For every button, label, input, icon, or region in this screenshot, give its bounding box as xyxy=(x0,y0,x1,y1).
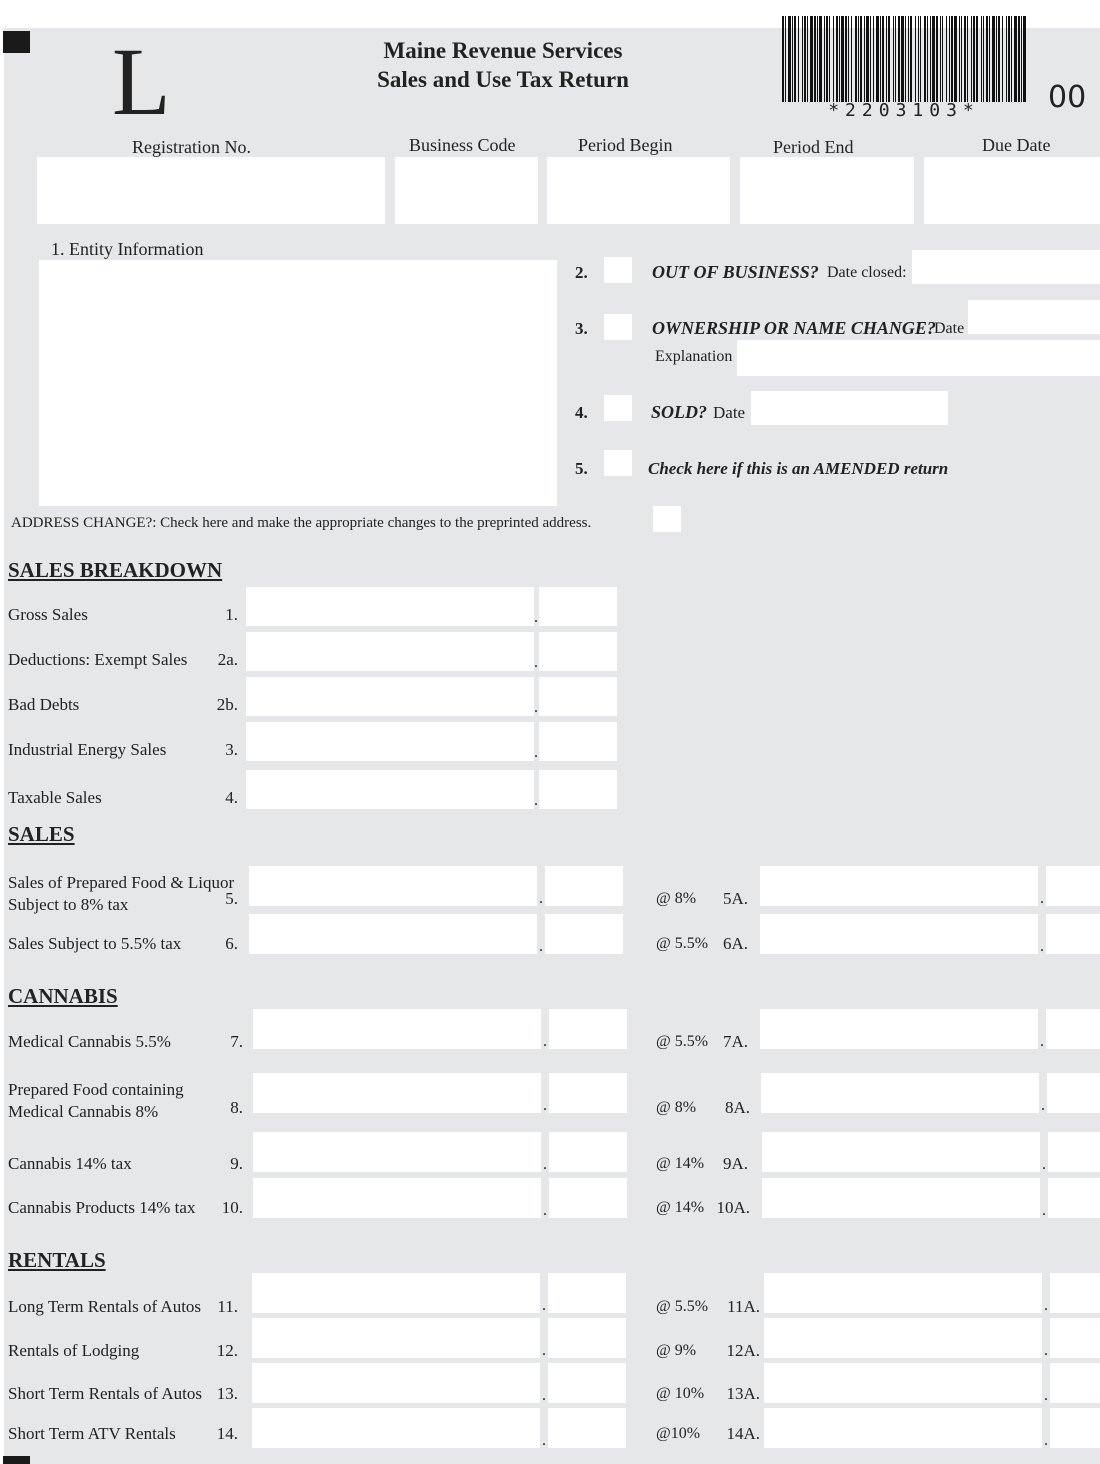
cents-amount-field[interactable] xyxy=(549,1073,627,1113)
barcode-bar xyxy=(848,16,849,102)
barcode-bar xyxy=(1002,16,1003,102)
line-label-cont: Medical Cannabis 8% xyxy=(8,1102,159,1121)
line-label: Gross Sales xyxy=(8,605,88,624)
period-end-label: Period End xyxy=(773,137,854,157)
barcode-bar xyxy=(998,16,1000,102)
barcode-bar xyxy=(826,16,828,102)
barcode-bar xyxy=(810,16,813,102)
decimal-point: . xyxy=(543,1156,547,1173)
registration-mark-bottom xyxy=(3,1456,30,1464)
barcode-bar xyxy=(876,16,879,102)
barcode-bar xyxy=(976,16,978,102)
decimal-point: . xyxy=(543,1097,547,1114)
line-number: 8. xyxy=(230,1098,243,1117)
decimal-point: . xyxy=(542,1342,546,1359)
barcode-bar xyxy=(915,16,916,102)
barcode-bar xyxy=(802,16,803,102)
dollar-amount-field[interactable] xyxy=(252,1273,540,1313)
barcode-bar xyxy=(973,16,975,102)
ownership-change-date-field[interactable] xyxy=(968,300,1100,334)
barcode-bar xyxy=(845,16,847,102)
barcode-bar xyxy=(836,16,838,102)
decimal-point: . xyxy=(1044,1387,1048,1404)
line-label: Sales of Prepared Food & Liquor xyxy=(8,873,235,892)
form-letter: L xyxy=(112,28,171,135)
barcode-bar xyxy=(841,16,844,102)
cents-amount-field[interactable] xyxy=(548,1318,626,1358)
dollar-amount-field[interactable] xyxy=(246,677,534,716)
tax-rate: @10% xyxy=(656,1425,701,1442)
barcode-bar xyxy=(817,16,818,102)
registration-no-field[interactable] xyxy=(37,157,385,224)
tax-rate: @ 9% xyxy=(656,1342,697,1359)
line-number: 5. xyxy=(225,889,238,908)
line-number: 3. xyxy=(225,740,238,759)
decimal-point: . xyxy=(534,792,538,809)
tax-dollar-field[interactable] xyxy=(764,1408,1042,1448)
tax-rate: @ 5.5% xyxy=(656,935,709,952)
barcode-bar xyxy=(824,16,825,102)
due-date-label: Due Date xyxy=(982,135,1051,155)
line-number: 1. xyxy=(225,605,238,624)
barcode-bar xyxy=(918,16,919,102)
barcode-bar xyxy=(949,16,950,102)
q2-number: 2. xyxy=(575,263,588,282)
tax-dollar-field[interactable] xyxy=(762,1178,1040,1218)
barcode-bar xyxy=(870,16,871,102)
amended-return-checkbox[interactable] xyxy=(604,450,632,476)
decimal-point: . xyxy=(539,890,543,907)
tax-rate: @ 10% xyxy=(656,1385,705,1402)
sold-date-field[interactable] xyxy=(751,391,948,425)
line-number: 13. xyxy=(216,1384,238,1403)
barcode-bar xyxy=(951,16,953,102)
barcode-bar xyxy=(782,16,784,102)
barcode-bar xyxy=(967,16,968,102)
barcode-bar xyxy=(961,16,962,102)
dollar-amount-field[interactable] xyxy=(252,1318,540,1358)
barcode-bar xyxy=(959,16,960,102)
barcode-bar xyxy=(1011,16,1012,102)
date-closed-field[interactable] xyxy=(912,250,1100,284)
line-label: Rentals of Lodging xyxy=(8,1341,140,1360)
barcode-bar xyxy=(880,16,881,102)
tax-rate: @ 14% xyxy=(656,1199,705,1216)
form-title: Sales and Use Tax Return xyxy=(377,67,629,92)
barcode-bar xyxy=(992,16,995,102)
tax-line-number: 13A. xyxy=(726,1384,760,1403)
tax-cents-field[interactable] xyxy=(1050,1363,1100,1403)
tax-cents-field[interactable] xyxy=(1050,1273,1100,1313)
q3-number: 3. xyxy=(575,319,588,338)
barcode-bar xyxy=(905,16,906,102)
rentals-heading: RENTALS xyxy=(8,1248,106,1272)
tax-line-number: 12A. xyxy=(726,1341,760,1360)
amended-return-label: Check here if this is an AMENDED return xyxy=(648,459,949,478)
barcode-bar xyxy=(785,16,786,102)
decimal-point: . xyxy=(1044,1432,1048,1449)
cents-amount-field[interactable] xyxy=(548,1363,626,1403)
barcode-bar xyxy=(986,16,988,102)
line-number: 2b. xyxy=(216,695,238,714)
sold-date-label: Date xyxy=(713,403,746,422)
barcode-bar xyxy=(864,16,865,102)
line-label: Short Term Rentals of Autos xyxy=(8,1384,202,1403)
q4-number: 4. xyxy=(575,403,588,422)
sold-checkbox[interactable] xyxy=(604,395,632,421)
barcode-bar xyxy=(983,16,984,102)
barcode-bar xyxy=(996,16,997,102)
barcode-bar xyxy=(860,16,862,102)
decimal-point: . xyxy=(1044,1342,1048,1359)
entity-information-field[interactable] xyxy=(39,260,557,506)
period-begin-field[interactable] xyxy=(547,157,730,224)
dollar-amount-field[interactable] xyxy=(246,587,534,626)
barcode-bar xyxy=(886,16,887,102)
tax-dollar-field[interactable] xyxy=(764,1273,1042,1313)
cents-amount-field[interactable] xyxy=(548,1408,626,1448)
decimal-point: . xyxy=(543,1033,547,1050)
barcode-bar xyxy=(927,16,928,102)
barcode-bar xyxy=(910,16,912,102)
barcode-bar xyxy=(930,16,931,102)
barcode-bar xyxy=(839,16,840,102)
tax-cents-field[interactable] xyxy=(1046,866,1100,906)
decimal-point: . xyxy=(534,609,538,626)
line-label-cont: Subject to 8% tax xyxy=(8,895,129,914)
decimal-point: . xyxy=(1040,938,1044,955)
date-closed-label: Date closed: xyxy=(827,264,907,281)
barcode-bar xyxy=(971,16,972,102)
tax-cents-field[interactable] xyxy=(1046,914,1100,954)
tax-dollar-field[interactable] xyxy=(760,914,1038,954)
tax-dollar-field[interactable] xyxy=(764,1318,1042,1358)
decimal-point: . xyxy=(542,1297,546,1314)
line-label: Medical Cannabis 5.5% xyxy=(8,1032,171,1051)
barcode-bar xyxy=(833,16,834,102)
tax-line-number: 10A. xyxy=(716,1198,750,1217)
barcode-bar xyxy=(794,16,796,102)
decimal-point: . xyxy=(534,654,538,671)
barcode-bar xyxy=(888,16,890,102)
barcode-bar xyxy=(1008,16,1010,102)
decimal-point: . xyxy=(542,1432,546,1449)
tax-rate: @ 5.5% xyxy=(656,1033,709,1050)
barcode-bar xyxy=(798,16,799,102)
cents-amount-field[interactable] xyxy=(545,914,623,954)
barcode-bar xyxy=(924,16,926,102)
tax-cents-field[interactable] xyxy=(1048,1178,1100,1218)
barcode-bar xyxy=(981,16,982,102)
barcode-bar xyxy=(1006,16,1007,102)
registration-mark-top xyxy=(3,31,30,53)
line-number: 4. xyxy=(225,788,238,807)
dollar-amount-field[interactable] xyxy=(246,632,534,671)
barcode-bar xyxy=(1023,16,1026,102)
entity-information-label: 1. Entity Information xyxy=(51,239,204,259)
tax-rate: @ 14% xyxy=(656,1155,705,1172)
barcode xyxy=(782,16,1026,102)
dollar-amount-field[interactable] xyxy=(253,1009,541,1049)
dollar-amount-field[interactable] xyxy=(252,1408,540,1448)
barcode-bar xyxy=(1014,16,1017,102)
line-label: Sales Subject to 5.5% tax xyxy=(8,934,182,953)
q5-number: 5. xyxy=(575,459,588,478)
barcode-bar xyxy=(788,16,791,102)
line-label: Long Term Rentals of Autos xyxy=(8,1297,202,1316)
dollar-amount-field[interactable] xyxy=(246,722,534,761)
decimal-point: . xyxy=(543,1202,547,1219)
barcode-bar xyxy=(819,16,822,102)
barcode-bar xyxy=(932,16,935,102)
dollar-amount-field[interactable] xyxy=(249,914,537,954)
decimal-point: . xyxy=(1040,1033,1044,1050)
line-label: Bad Debts xyxy=(8,695,80,714)
barcode-bar xyxy=(1018,16,1020,102)
tax-cents-field[interactable] xyxy=(1050,1318,1100,1358)
decimal-point: . xyxy=(1044,1297,1048,1314)
line-number: 9. xyxy=(230,1154,243,1173)
barcode-bar xyxy=(942,16,943,102)
tax-line-number: 14A. xyxy=(726,1424,760,1443)
tax-cents-field[interactable] xyxy=(1046,1009,1100,1049)
dollar-amount-field[interactable] xyxy=(253,1073,541,1113)
barcode-bar xyxy=(873,16,874,102)
line-label: Industrial Energy Sales xyxy=(8,740,167,759)
barcode-bar xyxy=(866,16,869,102)
tax-rate: @ 5.5% xyxy=(656,1298,709,1315)
barcode-bar xyxy=(936,16,938,102)
cents-amount-field[interactable] xyxy=(539,587,617,626)
barcode-bar xyxy=(908,16,909,102)
registration-no-label: Registration No. xyxy=(132,137,251,157)
barcode-bar xyxy=(882,16,884,102)
ownership-change-date-label: Date xyxy=(934,320,965,337)
tax-cents-field[interactable] xyxy=(1047,1073,1100,1113)
line-number: 11. xyxy=(217,1297,238,1316)
form-code: 00 xyxy=(1048,80,1087,115)
tax-line-number: 9A. xyxy=(722,1154,748,1173)
decimal-point: . xyxy=(1042,1202,1046,1219)
barcode-bar xyxy=(920,16,921,102)
cents-amount-field[interactable] xyxy=(539,632,617,671)
cents-amount-field[interactable] xyxy=(549,1132,627,1172)
due-date-field[interactable] xyxy=(924,157,1100,224)
tax-line-number: 7A. xyxy=(722,1032,748,1051)
out-of-business-label: OUT OF BUSINESS? xyxy=(652,262,819,282)
business-code-field[interactable] xyxy=(395,157,538,224)
barcode-bar xyxy=(814,16,816,102)
line-number: 2a. xyxy=(217,650,238,669)
decimal-point: . xyxy=(534,744,538,761)
dollar-amount-field[interactable] xyxy=(246,770,534,809)
cents-amount-field[interactable] xyxy=(545,866,623,906)
explanation-label: Explanation xyxy=(655,348,733,365)
barcode-bar xyxy=(940,16,941,102)
barcode-bar xyxy=(895,16,896,102)
line-number: 14. xyxy=(216,1424,238,1443)
cents-amount-field[interactable] xyxy=(539,677,617,716)
tax-line-number: 8A. xyxy=(724,1098,750,1117)
line-label: Taxable Sales xyxy=(8,788,102,807)
cents-amount-field[interactable] xyxy=(539,722,617,761)
tax-rate: @ 8% xyxy=(656,890,697,907)
tax-line-number: 6A. xyxy=(722,934,748,953)
barcode-bar xyxy=(901,16,904,102)
agency-name: Maine Revenue Services xyxy=(383,38,623,63)
decimal-point: . xyxy=(1040,890,1044,907)
dollar-amount-field[interactable] xyxy=(249,866,537,906)
tax-dollar-field[interactable] xyxy=(761,1073,1039,1113)
explanation-field[interactable] xyxy=(737,340,1100,376)
decimal-point: . xyxy=(539,938,543,955)
barcode-bar xyxy=(855,16,857,102)
ownership-change-label: OWNERSHIP OR NAME CHANGE? xyxy=(652,318,936,338)
sold-label: SOLD? xyxy=(651,402,708,422)
barcode-bar xyxy=(964,16,966,102)
cents-amount-field[interactable] xyxy=(548,1273,626,1313)
barcode-bar xyxy=(954,16,957,102)
sales-breakdown-heading: SALES BREAKDOWN xyxy=(8,558,223,582)
tax-line-number: 5A. xyxy=(722,889,748,908)
barcode-bar xyxy=(851,16,852,102)
cannabis-heading: CANNABIS xyxy=(8,984,118,1008)
barcode-bar xyxy=(989,16,990,102)
line-label: Short Term ATV Rentals xyxy=(8,1424,176,1443)
line-label: Deductions: Exempt Sales xyxy=(8,650,188,669)
line-label: Cannabis Products 14% tax xyxy=(8,1198,196,1217)
barcode-bar xyxy=(792,16,793,102)
barcode-bar xyxy=(807,16,808,102)
decimal-point: . xyxy=(1041,1097,1045,1114)
tax-cents-field[interactable] xyxy=(1050,1408,1100,1448)
barcode-bar xyxy=(829,16,830,102)
cents-amount-field[interactable] xyxy=(549,1009,627,1049)
tax-dollar-field[interactable] xyxy=(760,866,1038,906)
address-change-checkbox[interactable] xyxy=(653,506,681,532)
tax-dollar-field[interactable] xyxy=(762,1132,1040,1172)
decimal-point: . xyxy=(542,1387,546,1404)
barcode-bar xyxy=(1021,16,1022,102)
tax-line-number: 11A. xyxy=(727,1297,760,1316)
line-number: 12. xyxy=(216,1341,238,1360)
line-label: Prepared Food containing xyxy=(8,1080,184,1099)
line-number: 10. xyxy=(221,1198,243,1217)
tax-cents-field[interactable] xyxy=(1048,1132,1100,1172)
barcode-text: *2203103* xyxy=(828,100,980,121)
out-of-business-checkbox[interactable] xyxy=(604,257,632,283)
line-number: 6. xyxy=(225,934,238,953)
dollar-amount-field[interactable] xyxy=(252,1363,540,1403)
barcode-bar xyxy=(898,16,900,102)
form-header xyxy=(340,36,666,94)
dollar-amount-field[interactable] xyxy=(253,1132,541,1172)
line-label: Cannabis 14% tax xyxy=(8,1154,132,1173)
sales-heading: SALES xyxy=(8,822,75,846)
business-code-label: Business Code xyxy=(409,135,516,155)
period-end-field[interactable] xyxy=(740,157,914,224)
tax-dollar-field[interactable] xyxy=(760,1009,1038,1049)
tax-rate: @ 8% xyxy=(656,1099,697,1116)
decimal-point: . xyxy=(534,699,538,716)
decimal-point: . xyxy=(1042,1156,1046,1173)
cents-amount-field[interactable] xyxy=(539,770,617,809)
tax-dollar-field[interactable] xyxy=(764,1363,1042,1403)
address-change-label: ADDRESS CHANGE?: Check here and make the appropriate changes to the preprinted address. xyxy=(11,515,592,531)
line-number: 7. xyxy=(230,1032,243,1051)
barcode-bar xyxy=(804,16,806,102)
dollar-amount-field[interactable] xyxy=(253,1178,541,1218)
ownership-change-checkbox[interactable] xyxy=(604,314,632,340)
barcode-bar xyxy=(946,16,947,102)
cents-amount-field[interactable] xyxy=(549,1178,627,1218)
barcode-bar xyxy=(893,16,894,102)
barcode-bar xyxy=(858,16,859,102)
period-begin-label: Period Begin xyxy=(578,135,673,155)
